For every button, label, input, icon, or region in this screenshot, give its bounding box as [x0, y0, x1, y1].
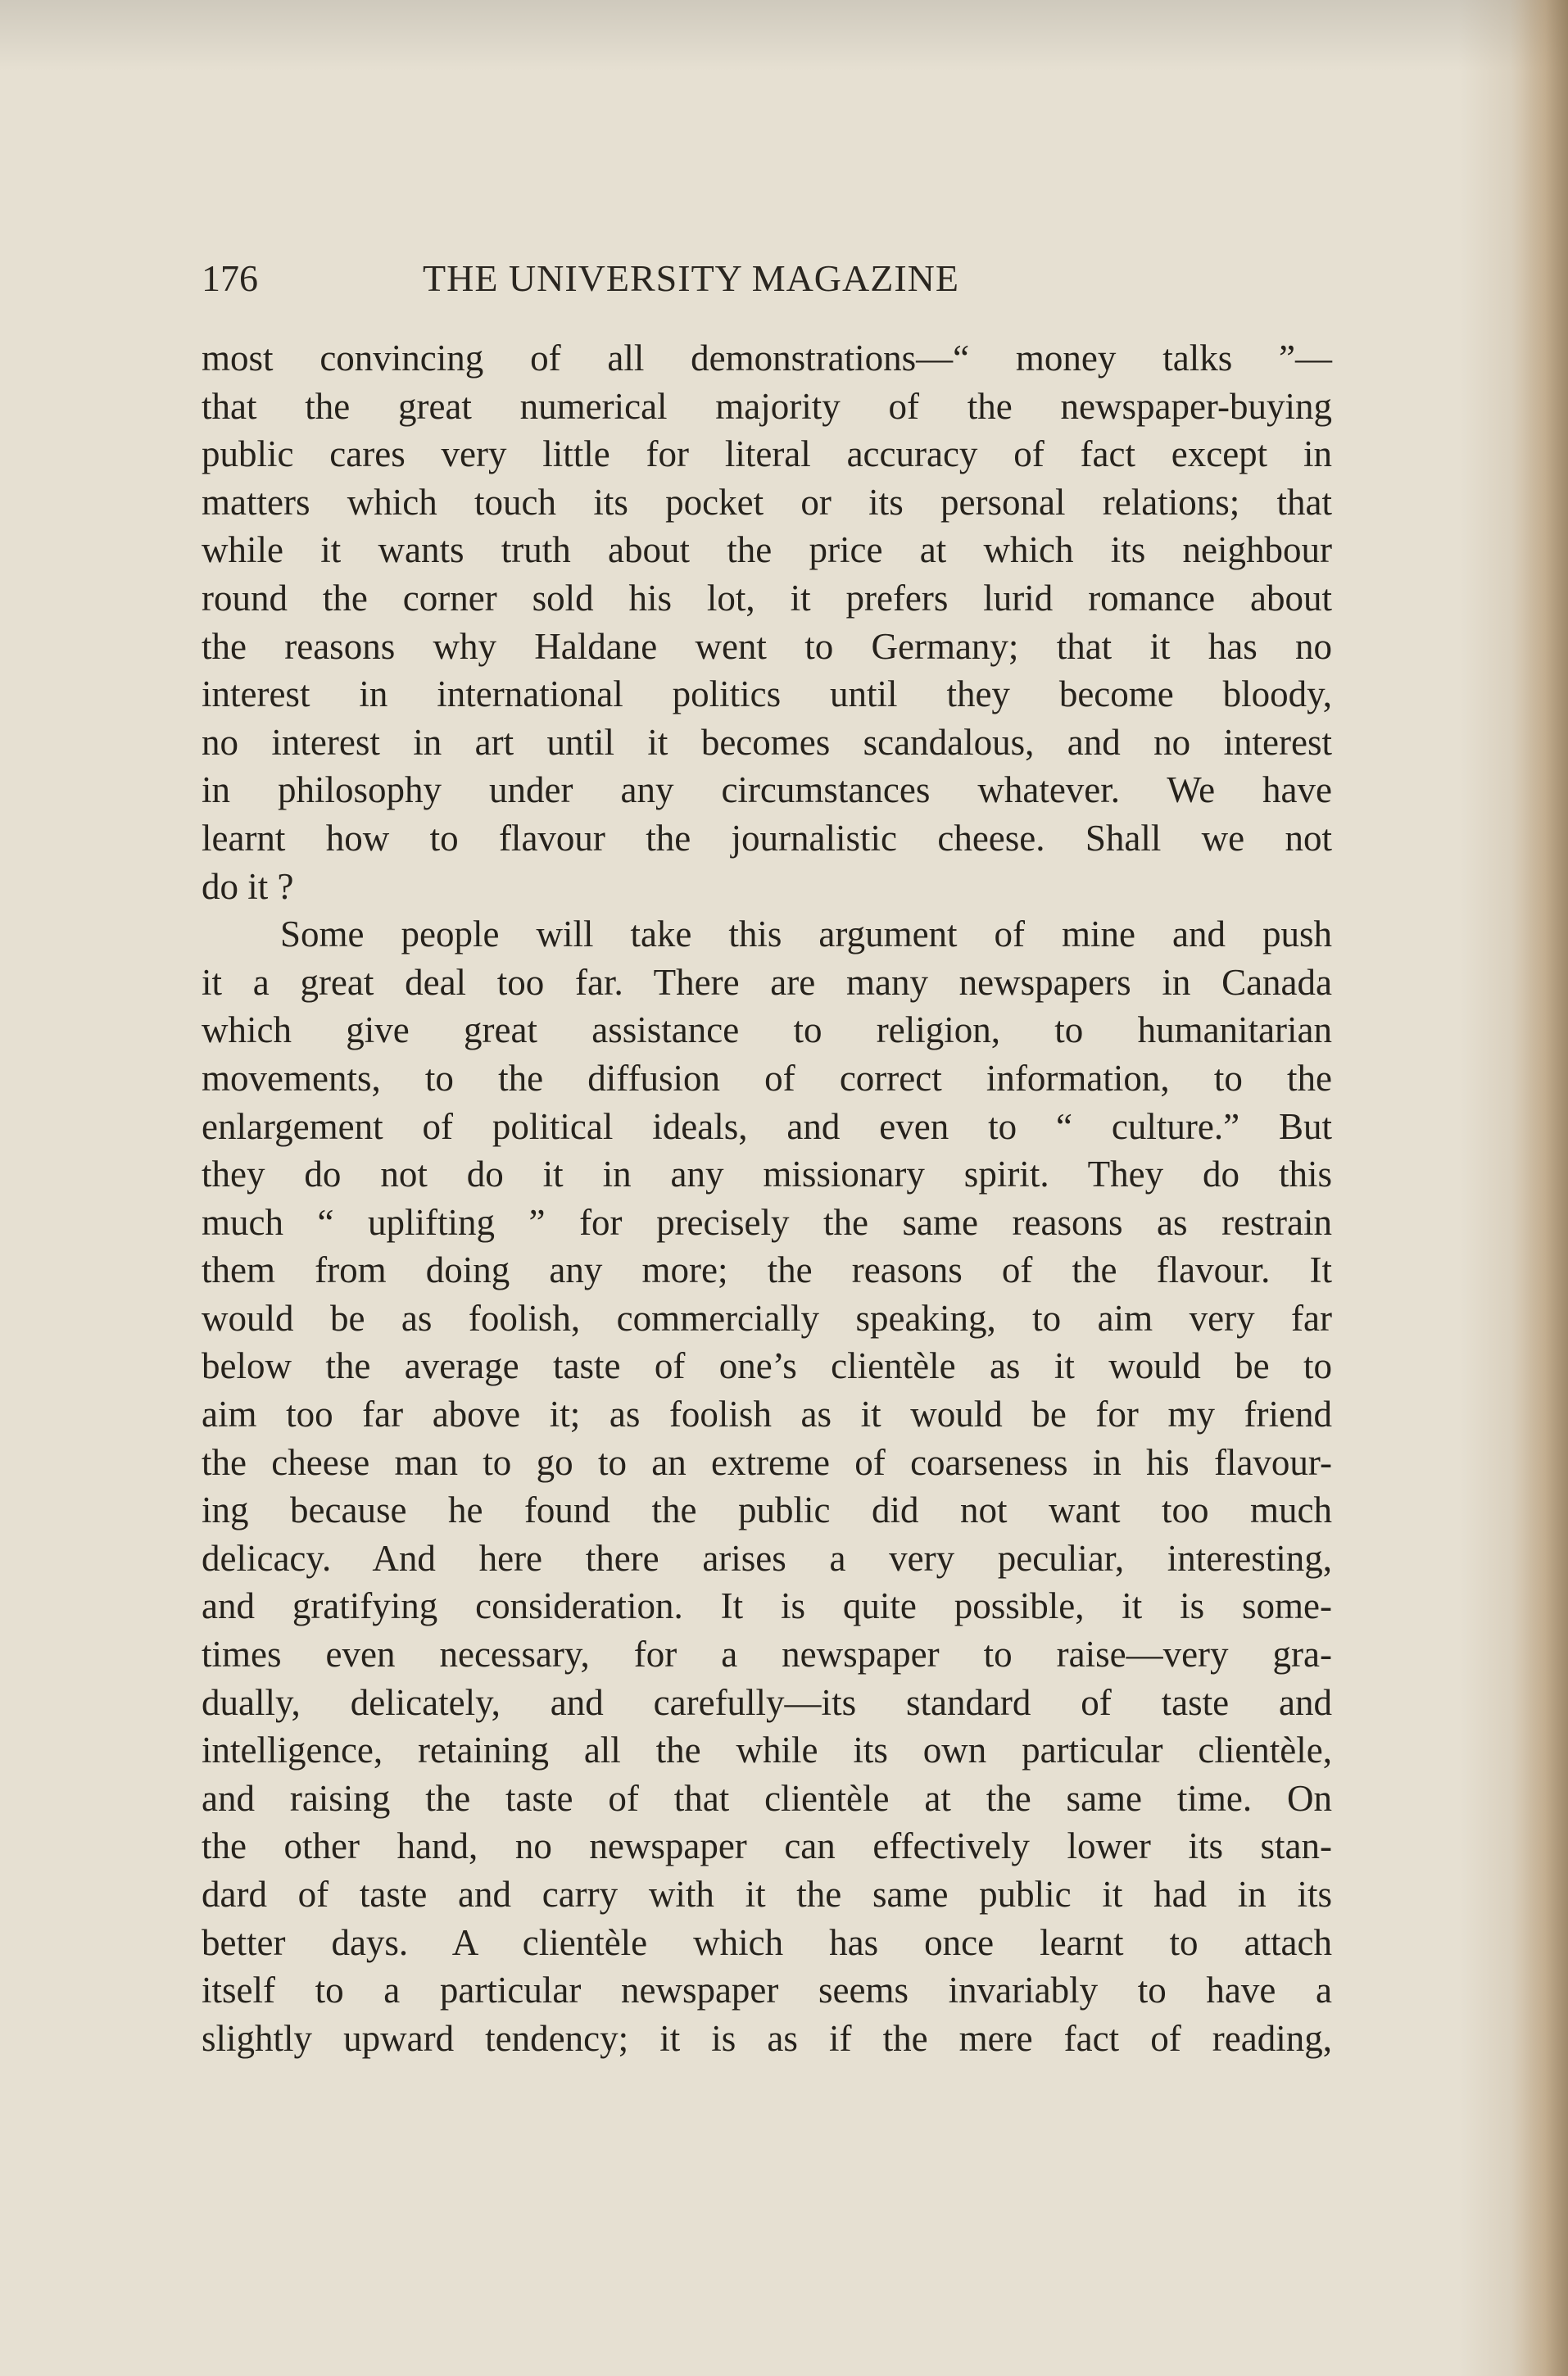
text-line: dard of taste and carry with it the same public it had in its — [202, 1874, 1332, 1915]
text-line: most convincing of all demonstrations—“ money talks ”— — [202, 338, 1332, 379]
paragraph-2 — [202, 910, 1332, 2062]
text-line: while it wants truth about the price at which its neighbour — [202, 529, 1332, 571]
text-line: much “ uplifting ” for precisely the same reasons as restrain — [202, 1201, 1332, 1243]
text-line: times even necessary, for a newspaper to raise—very gra- — [202, 1634, 1332, 1675]
paragraph-1 — [202, 334, 1332, 910]
text-line: itself to a particular newspaper seems invariably to have a — [202, 1970, 1332, 2011]
text-line: and raising the taste of that clientèle at the same time. On — [202, 1777, 1332, 1819]
text-line: intelligence, retaining all the while its own particular clientèle, — [202, 1730, 1332, 1771]
page-number: 176 — [202, 257, 258, 299]
text-line: slightly upward tendency; it is as if the mere fact of reading, — [202, 2017, 1332, 2059]
text-line: would be as foolish, commercially speaking, to aim very far — [202, 1297, 1332, 1339]
text-line: Some people will take this argument of mine and push — [280, 914, 1332, 955]
text-line: they do not do it in any missionary spirit. They do this — [202, 1154, 1332, 1195]
text-line: no interest in art until it becomes scandalous, and no interest — [202, 721, 1332, 763]
text-line: in philosophy under any circumstances whatever. We have — [202, 769, 1332, 811]
text-line: below the average taste of one’s clientèle as it would be to — [202, 1345, 1332, 1387]
text-line: better days. A clientèle which has once learnt to attach — [202, 1921, 1332, 1963]
text-line: the reasons why Haldane went to Germany; that it has no — [202, 625, 1332, 667]
page-edge-shadow — [1511, 0, 1568, 2376]
page-header — [202, 254, 1332, 303]
text-line: it a great deal too far. There are many newspapers in Canada — [202, 961, 1332, 1003]
text-line: round the corner sold his lot, it prefers lurid romance about — [202, 577, 1332, 619]
running-head: THE UNIVERSITY MAGAZINE — [423, 257, 959, 299]
text-line: do it ? — [202, 865, 294, 907]
text-line: and gratifying consideration. It is quite possible, it is some- — [202, 1585, 1332, 1627]
body-text — [202, 334, 1332, 2062]
text-line: matters which touch its pocket or its personal relations; that — [202, 481, 1332, 523]
text-line: the other hand, no newspaper can effectively lower its stan- — [202, 1825, 1332, 1867]
text-line: public cares very little for literal accuracy of fact except in — [202, 433, 1332, 475]
text-line: movements, to the diffusion of correct information, to the — [202, 1057, 1332, 1099]
text-line: interest in international politics until they become bloody, — [202, 673, 1332, 715]
text-line: aim too far above it; as foolish as it would be for my friend — [202, 1394, 1332, 1435]
text-line: learnt how to flavour the journalistic cheese. Shall we not — [202, 817, 1332, 859]
text-line: which give great assistance to religion, to humanitarian — [202, 1009, 1332, 1051]
text-line: delicacy. And here there arises a very peculiar, interesting, — [202, 1537, 1332, 1579]
text-line: the cheese man to go to an extreme of coarseness in his flavour- — [202, 1441, 1332, 1483]
text-line: that the great numerical majority of the newspaper-buying — [202, 385, 1332, 427]
text-line: enlargement of political ideals, and even to “ culture.” But — [202, 1105, 1332, 1147]
text-line: dually, delicately, and carefully—its standard of taste and — [202, 1681, 1332, 1723]
text-line: them from doing any more; the reasons of the flavour. It — [202, 1249, 1332, 1291]
text-line: ing because he found the public did not want too much — [202, 1490, 1332, 1531]
